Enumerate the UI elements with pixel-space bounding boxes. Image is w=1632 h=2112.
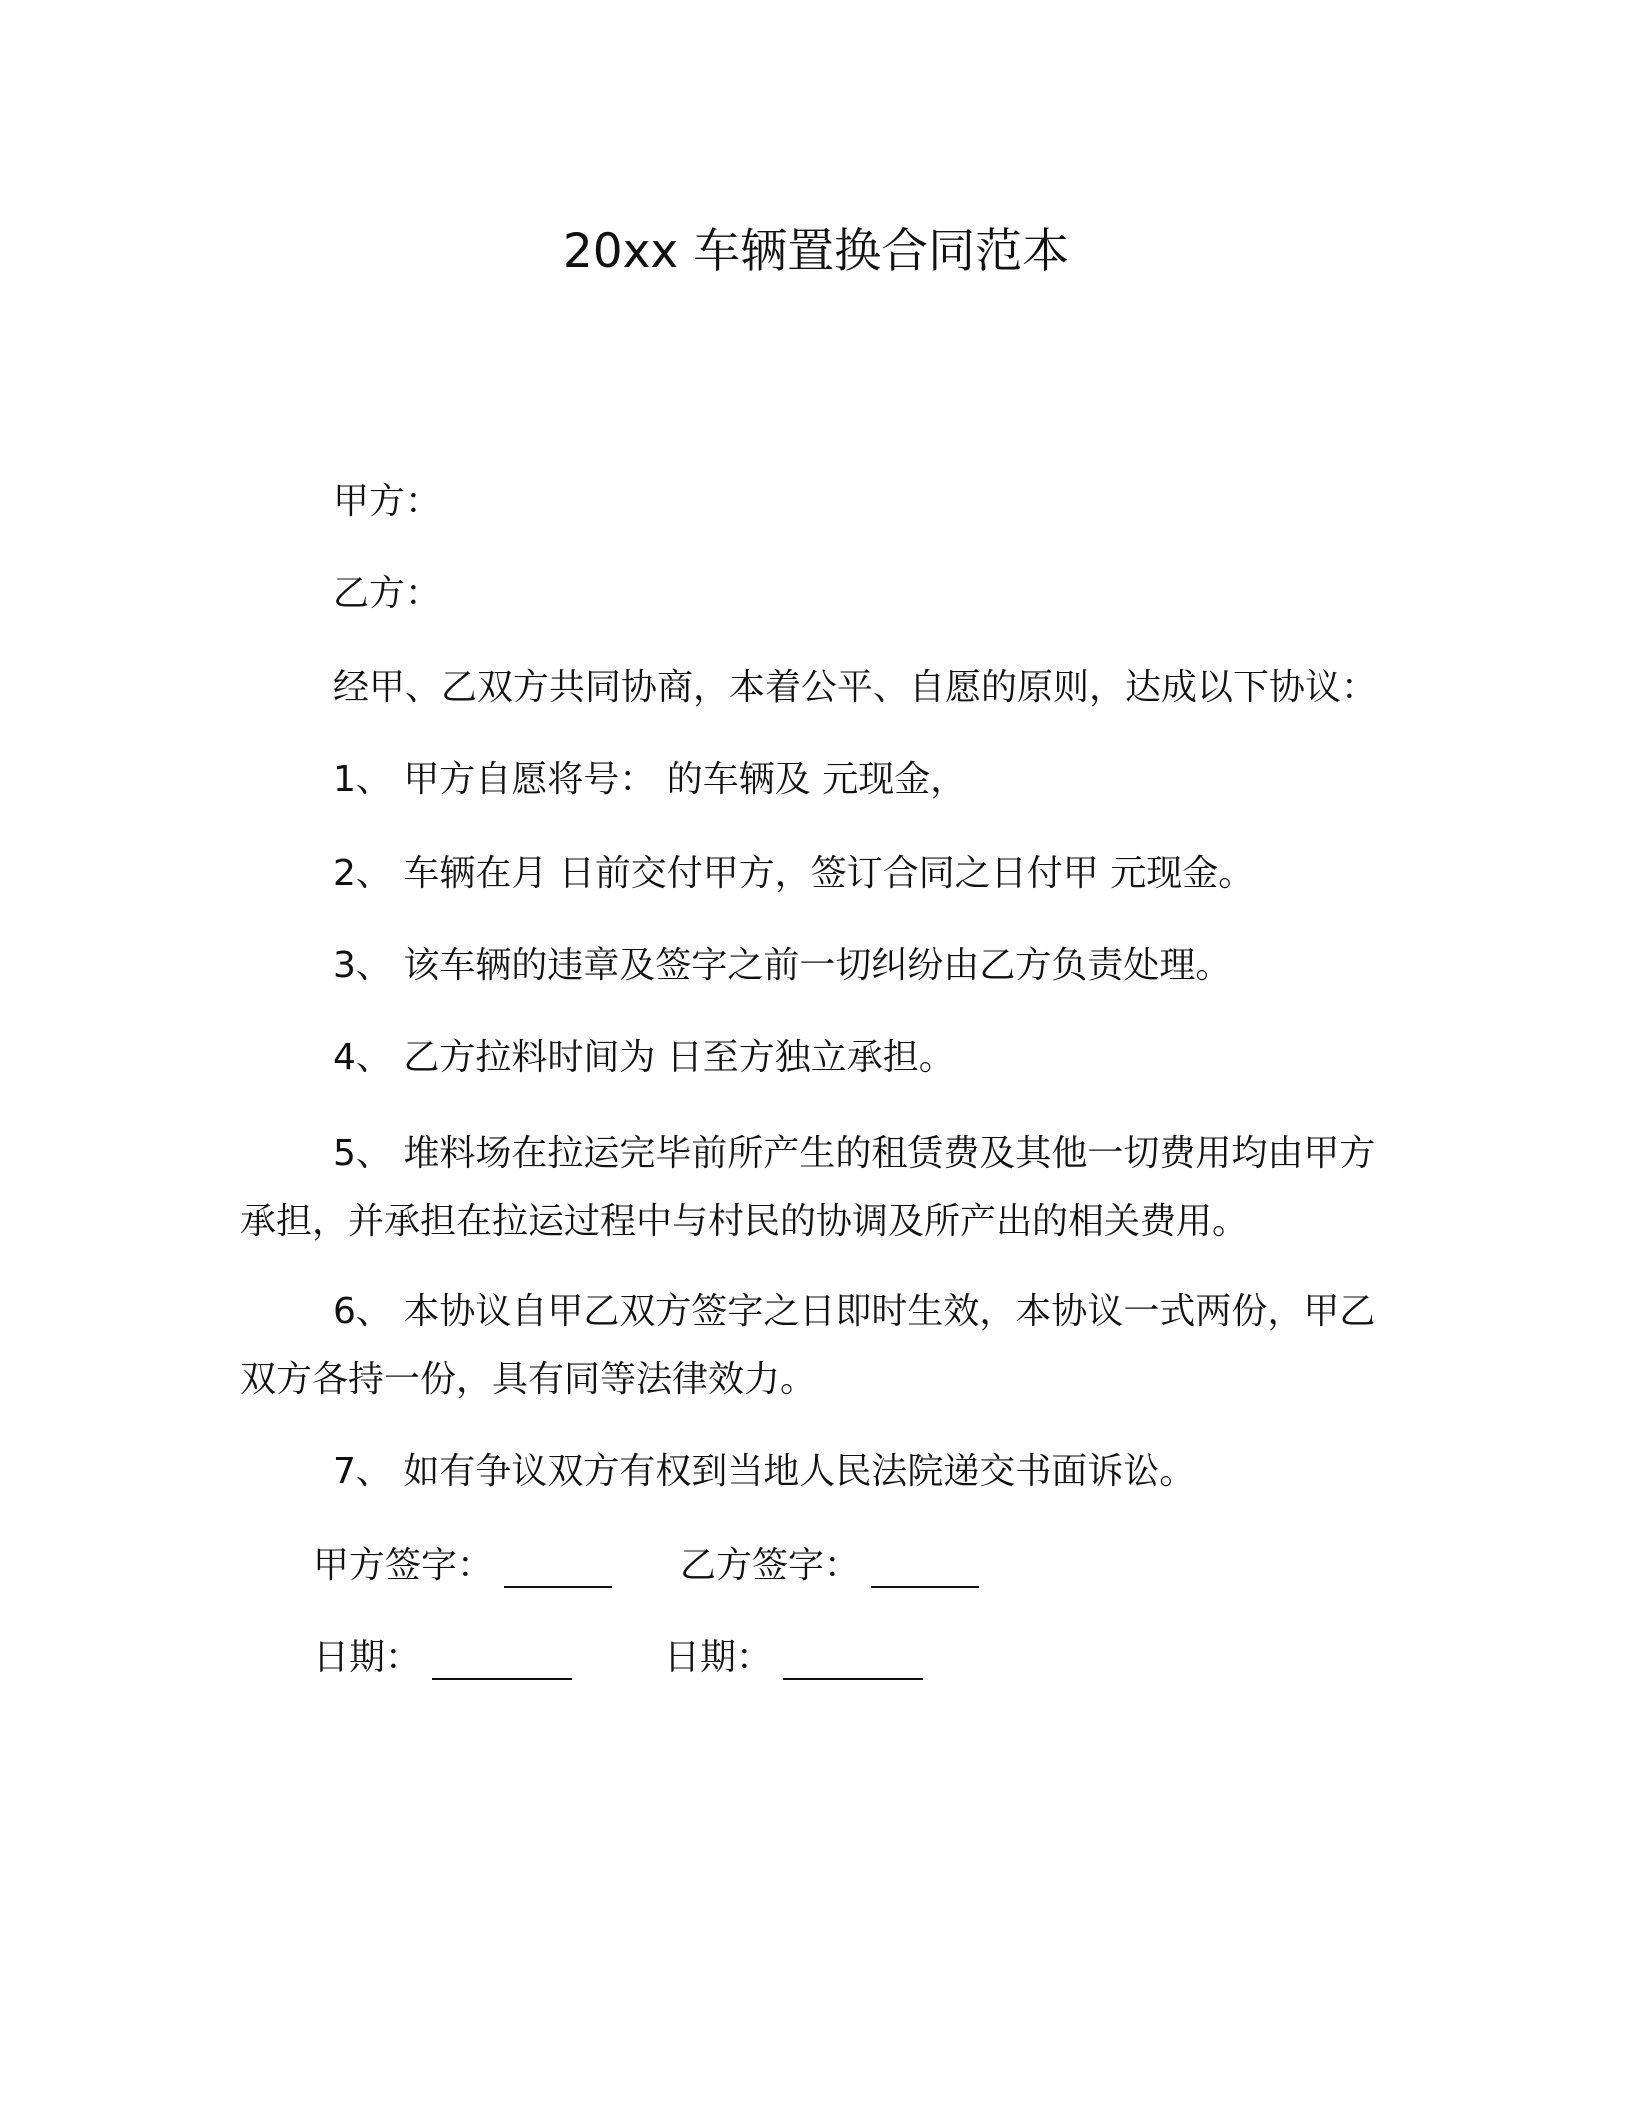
clause-5: 5、 堆料场在拉运完毕前所产生的租赁费及其他一切费用均由甲方承担，并承担在拉运过程中与村民的协调及所产出的相关费用。 (240, 1133, 1376, 1242)
clause-4: 4、 乙方拉料时间为 日至方独立承担。 (333, 1037, 955, 1078)
party-b-date-blank[interactable] (783, 1642, 923, 1680)
clause-7: 7、 如有争议双方有权到当地人民法院递交书面诉讼。 (333, 1451, 1196, 1492)
document-title: 20xx 车辆置换合同范本 (562, 224, 1070, 279)
party-b-date-row (664, 1636, 923, 1680)
clause-2: 2、 车辆在月 日前交付甲方，签订合同之日付甲 元现金。 (333, 853, 1255, 894)
party-a-date-blank[interactable] (432, 1642, 572, 1680)
party-b-label: 乙方： (333, 573, 442, 614)
party-a-label: 甲方： (333, 481, 442, 522)
party-a-signature-blank[interactable] (504, 1550, 612, 1588)
party-a-date-row (313, 1636, 572, 1680)
clause-1: 1、 甲方自愿将号： 的车辆及 元现金， (333, 759, 967, 800)
party-a-signature-label: 甲方签字： (313, 1545, 494, 1586)
party-b-signature-blank[interactable] (871, 1550, 979, 1588)
party-b-signature-label: 乙方签字： (680, 1545, 861, 1586)
clause-3: 3、 该车辆的违章及签字之前一切纠纷由乙方负责处理。 (333, 945, 1232, 986)
party-a-date-label: 日期： (313, 1637, 422, 1678)
agreement-intro: 经甲、乙双方共同协商，本着公平、自愿的原则，达成以下协议： (333, 667, 1378, 708)
party-b-signature-row (680, 1544, 979, 1588)
clause-6: 6、 本协议自甲乙双方签字之日即时生效，本协议一式两份，甲乙双方各持一份，具有同等法律效力。 (240, 1291, 1376, 1400)
party-a-signature-row (313, 1544, 612, 1588)
party-b-date-label: 日期： (664, 1637, 773, 1678)
